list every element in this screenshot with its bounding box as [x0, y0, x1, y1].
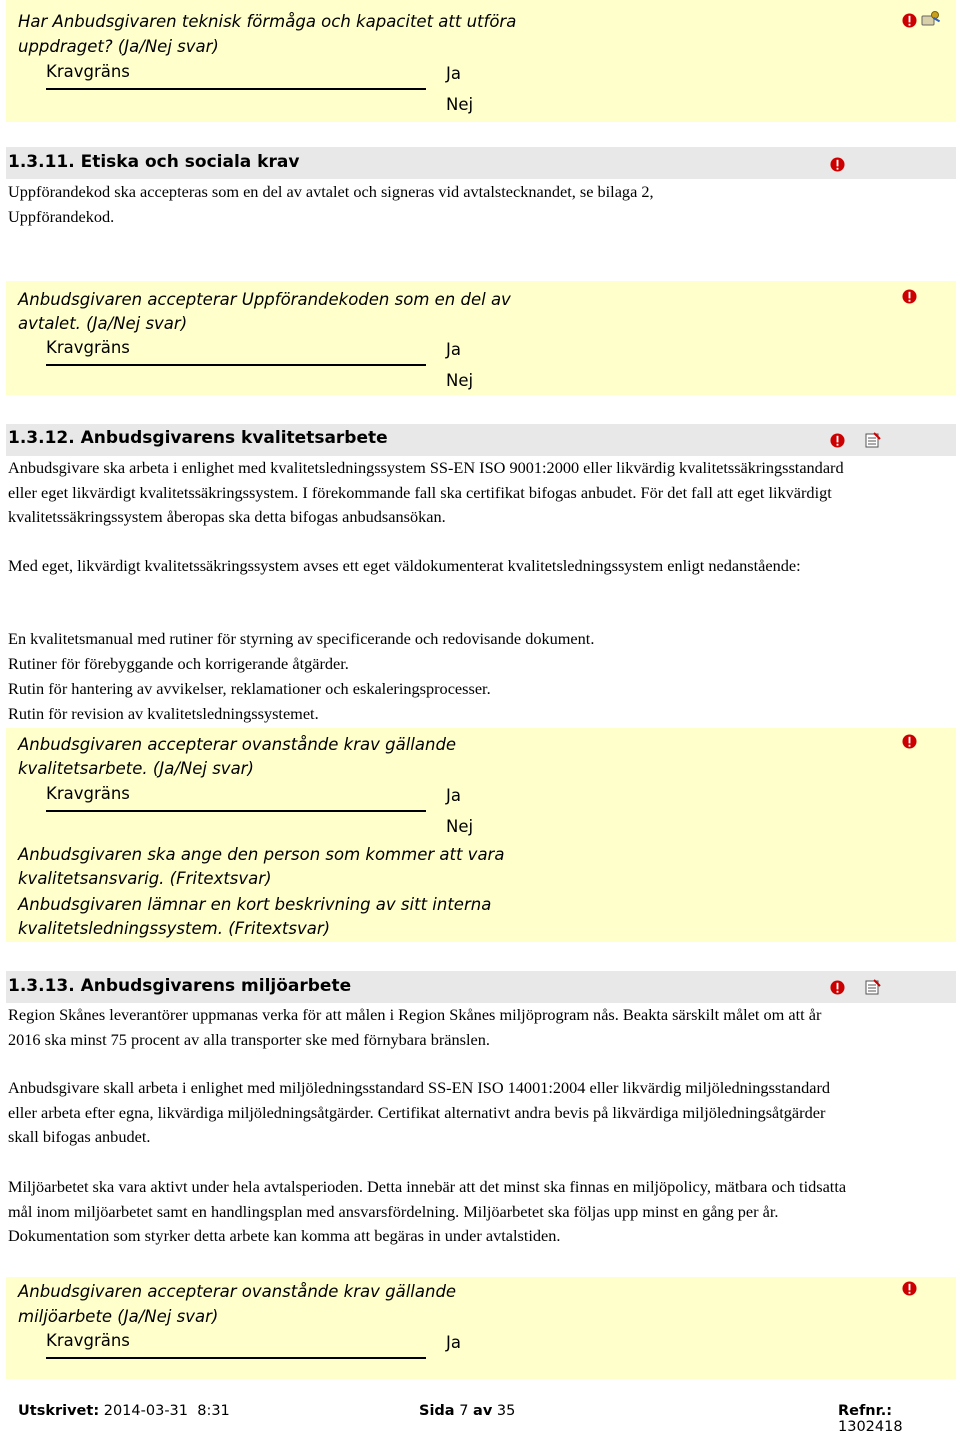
warning-icon	[902, 734, 917, 749]
list-item: Rutin för revision av kvalitetsledningssystemet.	[8, 704, 319, 723]
footer-page-current: 7	[459, 1403, 469, 1419]
kravgrans-label: Kravgräns	[46, 1331, 130, 1350]
attachment-key-icon[interactable]	[920, 10, 942, 28]
answer-ja[interactable]: Ja	[446, 786, 461, 805]
kravgrans-label: Kravgräns	[46, 338, 130, 357]
question-text-line1: Anbudsgivaren accepterar Uppförandekoden som en del av	[18, 290, 511, 309]
kravgrans-line	[46, 1357, 426, 1359]
footer-ref-label: Refnr.:	[838, 1403, 893, 1419]
footer-page-total: 35	[496, 1403, 516, 1419]
section-paragraph: Med eget, likvärdigt kvalitetssäkringssystem avses ett eget väldokumenterat kvalitetsledningssystem enligt nedanstående:	[8, 556, 801, 575]
freetext-question-line1: Anbudsgivaren lämnar en kort beskrivning av sitt interna	[18, 895, 492, 914]
freetext-question-line2: kvalitetsledningssystem. (Fritextsvar)	[18, 919, 331, 938]
question-text-line1: Anbudsgivaren accepterar ovanstånde krav gällande	[18, 1282, 457, 1301]
document-edit-icon[interactable]	[864, 432, 882, 449]
question-text-line2: kvalitetsarbete. (Ja/Nej svar)	[18, 759, 254, 778]
answer-nej[interactable]: Nej	[446, 371, 474, 390]
freetext-question-line1: Anbudsgivaren ska ange den person som kommer att vara	[18, 845, 505, 864]
answer-nej[interactable]: Nej	[446, 817, 474, 836]
question-text-line1: Har Anbudsgivaren teknisk förmåga och kapacitet att utföra	[18, 12, 517, 31]
warning-icon	[830, 157, 845, 172]
footer-page-of: av	[473, 1403, 493, 1419]
warning-icon	[902, 13, 917, 28]
footer-printed-value: 2014-03-31 8:31	[103, 1403, 230, 1419]
kravgrans-line	[46, 364, 426, 366]
footer-page	[419, 1403, 515, 1419]
section-heading-1-3-12: 1.3.12. Anbudsgivarens kvalitetsarbete	[8, 428, 388, 448]
kravgrans-label: Kravgräns	[46, 62, 130, 81]
warning-icon	[902, 1281, 917, 1296]
footer-printed	[18, 1403, 230, 1419]
question-text-line2: avtalet. (Ja/Nej svar)	[18, 314, 188, 333]
warning-icon	[830, 433, 845, 448]
footer-ref	[838, 1403, 960, 1435]
section-paragraph: Uppförandekod ska accepteras som en del av avtalet och signeras vid avtalstecknandet, se bilaga 2, Uppförandekod.	[8, 182, 654, 226]
section-paragraph: Region Skånes leverantörer uppmanas verka för att målen i Region Skånes miljöprogram nås. Beakta särskilt målet om att år 2016 ska minst 75 procent av alla transporter ske med förnybara bränslen.	[8, 1005, 822, 1049]
answer-ja[interactable]: Ja	[446, 340, 461, 359]
footer-page-label: Sida	[419, 1403, 455, 1419]
section-heading-1-3-11: 1.3.11. Etiska och sociala krav	[8, 152, 300, 172]
list-item: Rutin för hantering av avvikelser, reklamationer och eskaleringsprocesser.	[8, 679, 491, 698]
footer-ref-value: 1302418	[838, 1419, 903, 1435]
list-item: En kvalitetsmanual med rutiner för styrning av specificerande och redovisande dokument.	[8, 629, 595, 648]
question-text-line1: Anbudsgivaren accepterar ovanstånde krav gällande	[18, 735, 457, 754]
section-heading-1-3-13: 1.3.13. Anbudsgivarens miljöarbete	[8, 976, 352, 996]
section-paragraph: Anbudsgivare skall arbeta i enlighet med miljöledningsstandard SS-EN ISO 14001:2004 eller likvärdig miljöledningsstandard eller arbeta efter egna, likvärdiga miljöledningsåtgärder. Certifikat alternativt andra bevis på likvärdiga miljöledningsåtgärder skall bifogas anbudet.	[8, 1078, 831, 1147]
question-text-line2: uppdraget? (Ja/Nej svar)	[18, 37, 219, 56]
question-text-line2: miljöarbete (Ja/Nej svar)	[18, 1307, 219, 1326]
kravgrans-label: Kravgräns	[46, 784, 130, 803]
section-paragraph: Anbudsgivare ska arbeta i enlighet med kvalitetsledningssystem SS-EN ISO 9001:2000 eller likvärdig kvalitetssäkringsstandard eller eget likvärdigt kvalitetssäkringssystem. I förekommande fall ska certifikat bifogas anbudet. För det fall att eget likvärdigt kvalitetssäkringssystem åberopas ska detta bifogas anbudsansökan.	[8, 458, 844, 527]
list-item: Rutiner för förebyggande och korrigerande åtgärder.	[8, 654, 349, 673]
answer-nej[interactable]: Nej	[446, 95, 474, 114]
kravgrans-line	[46, 88, 426, 90]
freetext-question-line2: kvalitetsansvarig. (Fritextsvar)	[18, 869, 272, 888]
footer-printed-label: Utskrivet:	[18, 1403, 100, 1419]
warning-icon	[902, 289, 917, 304]
answer-ja[interactable]: Ja	[446, 64, 461, 83]
warning-icon	[830, 980, 845, 995]
kravgrans-line	[46, 810, 426, 812]
document-edit-icon[interactable]	[864, 979, 882, 996]
section-paragraph: Miljöarbetet ska vara aktivt under hela avtalsperioden. Detta innebär att det minst ska finnas en miljöpolicy, mätbara och tidsatta mål inom miljöarbetet samt en handlingsplan med ansvarsfördelning. Miljöarbetet ska följas upp minst en gång per år. Dokumentation som styrker detta arbete kan komma att begäras in under avtalstiden.	[8, 1177, 847, 1246]
answer-ja[interactable]: Ja	[446, 1333, 461, 1352]
